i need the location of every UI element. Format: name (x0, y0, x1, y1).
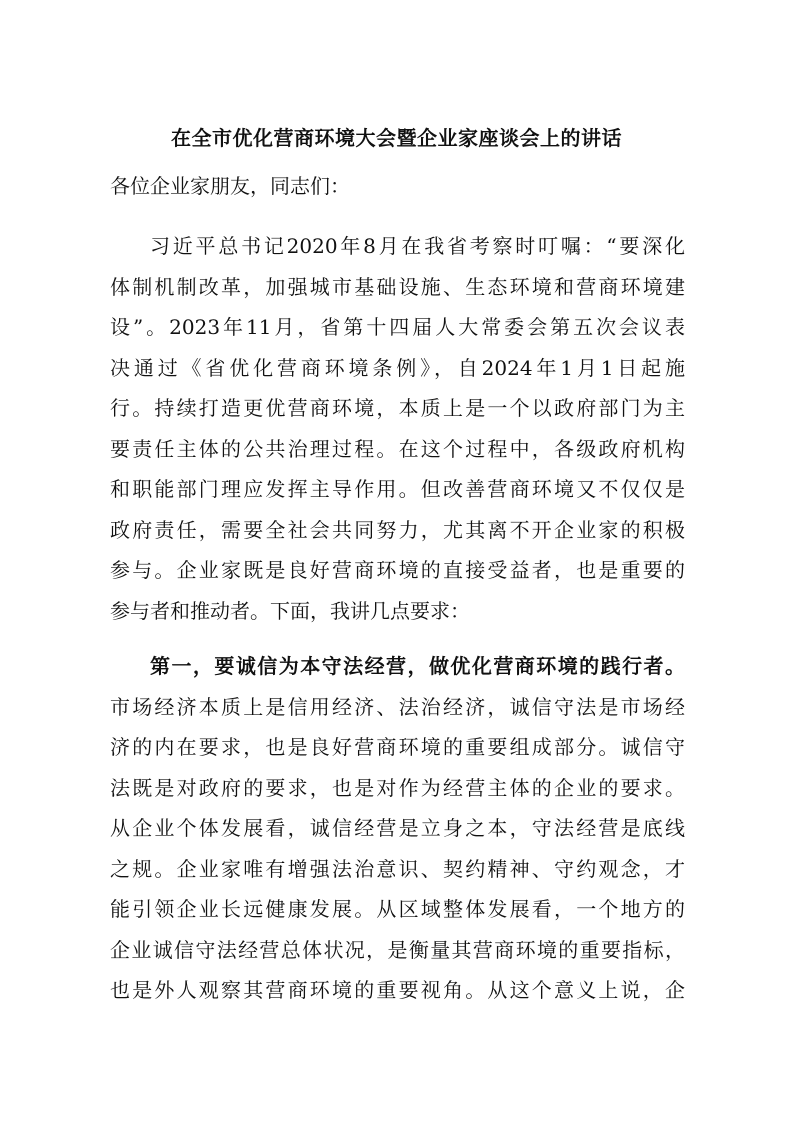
text-line: 从企业个体发展看，诚信经营是立身之本，守法经营是底线 (110, 816, 685, 840)
section-heading: 第一，要诚信为本守法经营，做优化营商环境的践行者。 (150, 654, 685, 678)
text-line: 设”。2023年11月，省第十四届人大常委会第五次会议表 (110, 315, 685, 339)
text-line: 要责任主体的公共治理过程。在这个过程中，各级政府机构 (110, 436, 685, 461)
text-line: 行。持续打造更优营商环境，本质上是一个以政府部门为主 (110, 396, 685, 420)
paragraph-first-point (110, 646, 685, 1011)
text-line: 习近平总书记2020年8月在我省考察时叮嘱：“要深化 (150, 234, 685, 258)
text-line: 和职能部门理应发挥主导作用。但改善营商环境又不仅仅是 (110, 477, 685, 501)
text-line: 市场经济本质上是信用经济、法治经济，诚信守法是市场经 (110, 694, 685, 719)
text-line: 决通过《省优化营商环境条例》，自2024年1月1日起施 (110, 355, 685, 380)
text-line: 法既是对政府的要求，也是对作为经营主体的企业的要求。 (110, 775, 685, 800)
text-line: 体制机制改革，加强城市基础设施、生态环境和营商环境建 (110, 274, 685, 299)
document-title: 在全市优化营商环境大会暨企业家座谈会上的讲话 (171, 126, 622, 150)
text-line: 参与。企业家既是良好营商环境的直接受益者，也是重要的 (110, 558, 685, 582)
text-line: 政府责任，需要全社会共同努力，尤其离不开企业家的积极 (110, 517, 685, 542)
salutation: 各位企业家朋友，同志们： (110, 174, 350, 198)
text-line: 济的内在要求，也是良好营商环境的重要组成部分。诚信守 (110, 735, 685, 759)
text-line: 能引领企业长远健康发展。从区域整体发展看，一个地方的 (110, 897, 685, 921)
text-line: 之规。企业家唯有增强法治意识、契约精神、守约观念，才 (110, 856, 685, 881)
text-line: 也是外人观察其营商环境的重要视角。从这个意义上说，企 (110, 978, 685, 1002)
paragraph-intro (110, 226, 685, 631)
text-line: 企业诚信守法经营总体状况，是衡量其营商环境的重要指标， (110, 937, 685, 962)
text-line: 参与者和推动者。下面，我讲几点要求： (110, 598, 470, 623)
